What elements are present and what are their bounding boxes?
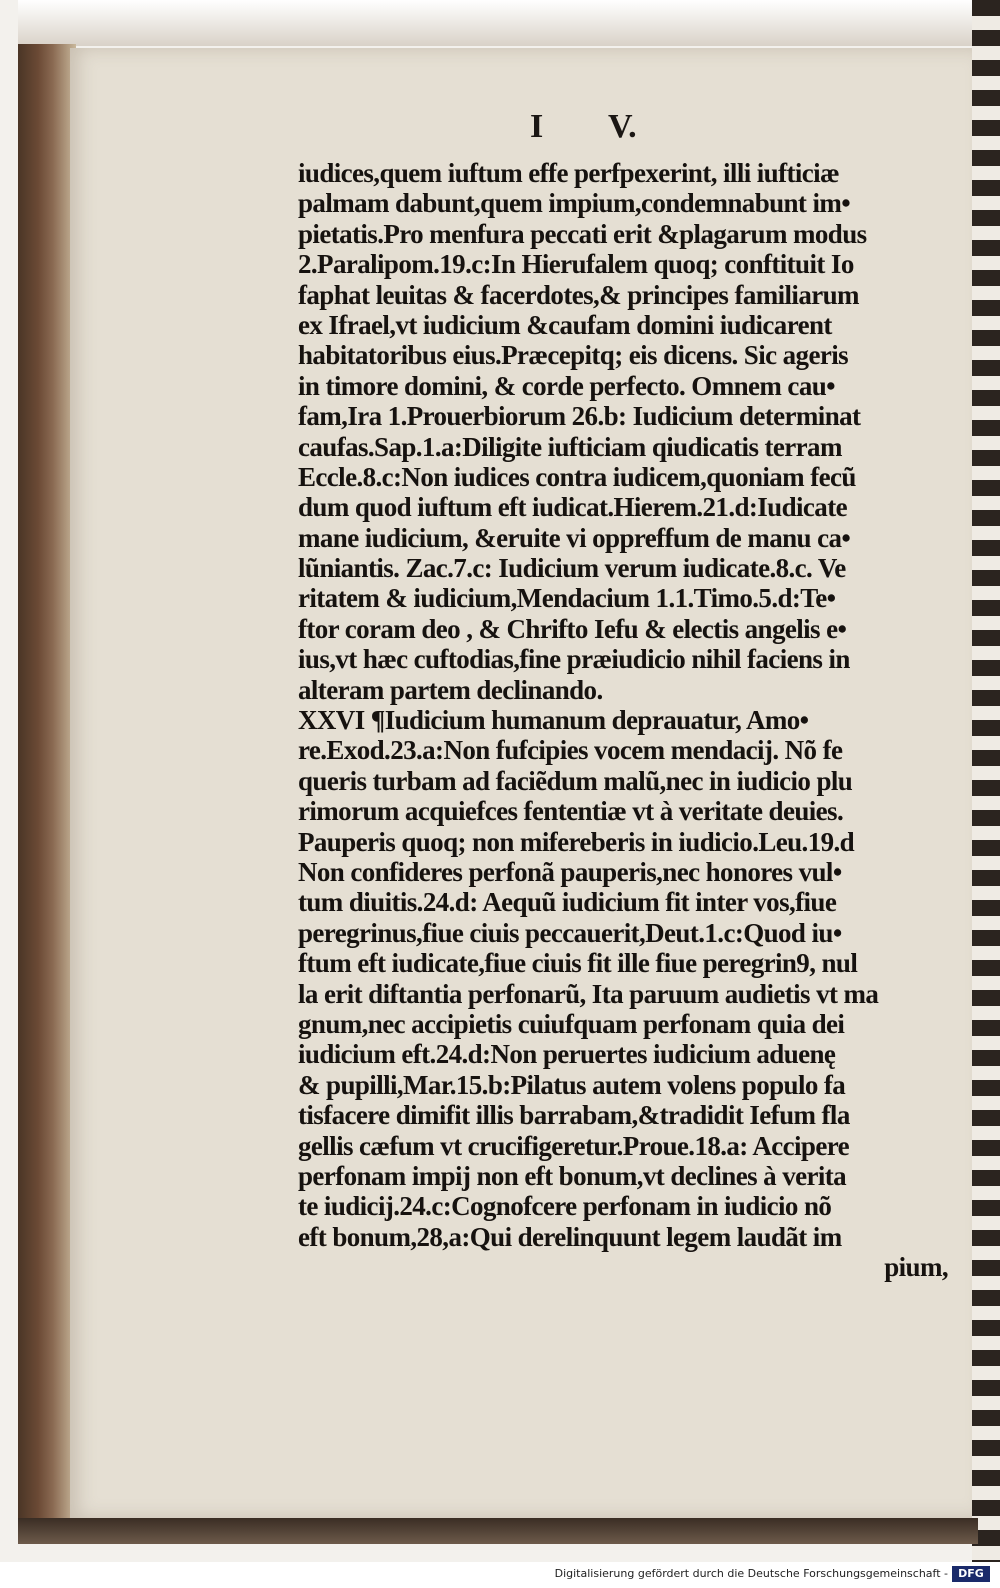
body-text: [298, 158, 948, 1282]
text-line: tum diuitis.24.d: Aequũ iudicium fit inter vos,fiue: [298, 887, 837, 918]
header-letter: V.: [608, 108, 637, 145]
text-line: & pupilli,Mar.15.b:Pilatus autem volens populo fa: [298, 1069, 846, 1100]
text-line: rimorum acquiefces fententiæ vt à veritate deuies.: [298, 796, 844, 827]
book-binding: [18, 44, 76, 1524]
text-line: in timore domini, & corde perfecto. Omnem cau•: [298, 370, 835, 401]
text-line: ftor coram deo , & Chrifto Iefu & electis angelis e•: [298, 613, 847, 644]
text-line: ius,vt hæc cuftodias,fine præiudicio nihil faciens in: [298, 644, 850, 675]
text-line: ex Ifrael,vt iudicium &caufam domini iudicarent: [298, 309, 832, 340]
text-line: faphat leuitas & facerdotes,& principes familiarum: [298, 279, 859, 310]
text-line: mane iudicium, &eruite vi oppreffum de manu ca•: [298, 522, 851, 553]
text-line: Pauperis quoq; non mifereberis in iudicio.Leu.19.d: [298, 826, 855, 857]
text-line: la erit diftantia perfonarũ, Ita paruum audietis vt ma: [298, 978, 879, 1009]
text-line: dum quod iuftum eft iudicat.Hierem.21.d:Iudicate: [298, 492, 847, 523]
text-line: 2.Paralipom.19.c:In Hierufalem quoq; conftituit Io: [298, 249, 854, 280]
footer-bar: [0, 1562, 1000, 1588]
text-line: habitatoribus eius.Præcepitq; eis dicens. Sic ageris: [298, 340, 849, 371]
text-line: gnum,nec accipietis cuiufquam perfonam quia dei: [298, 1008, 845, 1039]
top-shadow: [18, 0, 1000, 46]
text-line: gellis cæfum vt crucifigeretur.Proue.18.a: Accipere: [298, 1130, 849, 1161]
text-line: Eccle.8.c:Non iudices contra iudicem,quoniam fecũ: [298, 461, 856, 492]
text-line: alteram partem declinando.: [298, 674, 603, 705]
text-line: Non confideres perfonã pauperis,nec honores vul•: [298, 856, 842, 887]
book-bottom-edge: [18, 1518, 978, 1544]
text-line: caufas.Sap.1.a:Diligite iufticiam qiudicatis terram: [298, 431, 842, 462]
text-line: lũniantis. Zac.7.c: Iudicium verum iudicate.8.c. Ve: [298, 553, 846, 584]
footer-credit: Digitalisierung gefördert durch die Deutsche Forschungsgemeinschaft -: [554, 1567, 948, 1580]
running-header: [530, 108, 730, 152]
text-line: fam,Ira 1.Prouerbiorum 26.b: Iudicium determinat: [298, 401, 861, 432]
dfg-logo: DFG: [952, 1566, 990, 1582]
text-line: iudicium eft.24.d:Non peruertes iudicium aduenę: [298, 1039, 836, 1070]
text-line: peregrinus,fiue ciuis peccauerit,Deut.1.c:Quod iu•: [298, 917, 842, 948]
page-edge: [972, 0, 1000, 1562]
text-line: re.Exod.23.a:Non fufcipies vocem mendacij. Nõ fe: [298, 735, 843, 766]
text-line: iudices,quem iuftum effe perfpexerint, illi iufticiæ: [298, 158, 839, 188]
text-line: XXVI ¶Iudicium humanum deprauatur, Amo•: [298, 705, 809, 736]
text-line: tisfacere dimifit illis barrabam,&tradidit Iefum fla: [298, 1100, 850, 1131]
text-line: perfonam impij non eft bonum,vt declines à verita: [298, 1160, 847, 1191]
header-mark: I: [530, 108, 544, 145]
text-line: queris turbam ad faciẽdum malũ,nec in iudicio plu: [298, 765, 853, 796]
text-line: te iudicij.24.c:Cognofcere perfonam in iudicio nõ: [298, 1191, 832, 1222]
text-line: pietatis.Pro menfura peccati erit &plagarum modus: [298, 218, 867, 249]
text-line: pium,: [884, 1252, 948, 1283]
text-line: eft bonum,28,a:Qui derelinquunt legem laudãt im: [298, 1221, 842, 1252]
text-line: ftum eft iudicate,fiue ciuis fit ille fiue peregrin9, nul: [298, 948, 858, 979]
text-line: ritatem & iudicium,Mendacium 1.1.Timo.5.d:Te•: [298, 583, 836, 614]
text-line: palmam dabunt,quem impium,condemnabunt im•: [298, 188, 851, 219]
